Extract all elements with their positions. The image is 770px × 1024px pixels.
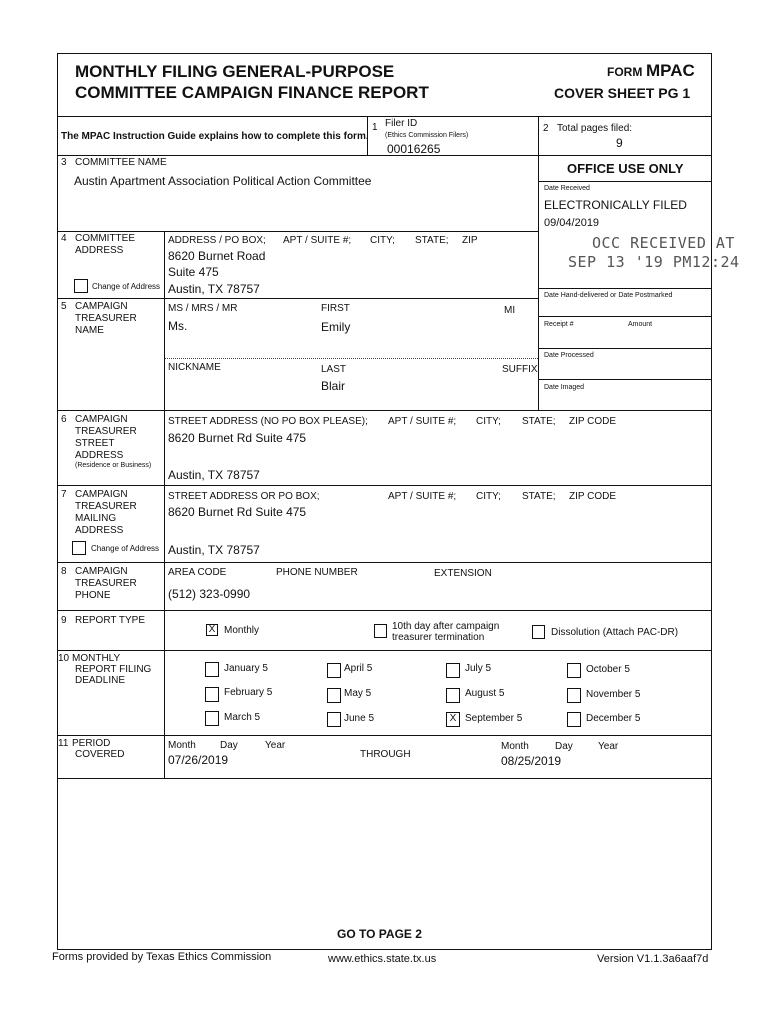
treasurer-street-note: (Residence or Business) [75,462,152,469]
col-last: LAST [321,364,347,375]
treasurer-mailing-number: 7 [61,489,67,500]
footer-version: Version V1.1.3a6aaf7d [597,953,709,965]
aug-checkbox[interactable] [446,688,460,703]
committee-address-line3: Austin, TX 78757 [168,282,260,296]
monthly-checkbox[interactable]: X [206,624,218,636]
col-address: ADDRESS / PO BOX; [168,235,266,246]
dec-checkbox[interactable] [567,712,581,727]
sep-label: September 5 [465,713,523,724]
form-title-line2: COMMITTEE CAMPAIGN FINANCE REPORT [75,83,429,102]
period-number: 11 [58,738,69,749]
dissolution-label: Dissolution (Attach PAC-DR) [551,627,679,638]
form-word: FORM [607,65,643,79]
col-mailing-street: STREET ADDRESS OR PO BOX; [168,491,320,502]
deadline-number: 10 [58,653,70,664]
treasurer-mailing-label-3: MAILING [75,513,117,524]
treasurer-last-name: Blair [321,379,346,393]
treasurer-prefix: Ms. [168,319,188,333]
treasurer-street-label-3: STREET [75,438,115,449]
committee-address-number: 4 [61,233,67,244]
committee-address-line2: Suite 475 [168,265,219,279]
treasurer-mailing-line2: Austin, TX 78757 [168,543,260,557]
deadline-label-3: DEADLINE [75,675,126,686]
dec-label: December 5 [586,713,641,724]
filed-date: 09/04/2019 [544,217,600,229]
treasurer-phone-label-2: TREASURER [75,578,137,589]
sep-checkbox[interactable]: X [446,712,460,727]
col-street-apt: APT / SUITE #; [388,416,457,427]
treasurer-street-line1: 8620 Burnet Rd Suite 475 [168,431,307,445]
col-mi: MI [504,305,516,316]
total-pages-number: 2 [543,123,549,134]
receipt-label: Receipt # [544,321,574,328]
treasurer-phone-label-1: CAMPAIGN [75,566,128,577]
treasurer-name-label-1: CAMPAIGN [75,301,128,312]
treasurer-phone-label-3: PHONE [75,590,111,601]
committee-address-label-2: ADDRESS [75,245,124,256]
col-mailing-zip: ZIP CODE [569,491,617,502]
feb-label: February 5 [224,687,273,698]
period-label-2: COVERED [75,749,125,760]
termination-checkbox[interactable] [374,624,387,638]
treasurer-street-label-4: ADDRESS [75,450,124,461]
termination-label-2: treasurer termination [392,632,485,643]
total-pages-value: 9 [616,136,623,150]
total-pages-label: Total pages filed: [557,123,633,134]
col-suffix: SUFFIX [502,364,538,375]
amount-label: Amount [628,321,653,328]
col-mailing-state: STATE; [522,491,556,502]
jun-label: June 5 [344,713,375,724]
mailing-change-of-address-label: Change of Address [91,544,160,553]
may-label: May 5 [344,688,372,699]
treasurer-street-label-2: TREASURER [75,426,137,437]
col-street: STREET ADDRESS (NO PO BOX PLEASE); [168,416,368,427]
treasurer-mailing-label-2: TREASURER [75,501,137,512]
received-stamp-line1: OCC RECEIVED AT [592,234,735,252]
filer-id-number: 1 [372,122,378,133]
col-mailing-apt: APT / SUITE #; [388,491,457,502]
apr-label: April 5 [344,663,373,674]
cover-sheet-label: COVER SHEET PG 1 [554,85,691,101]
col-apt: APT / SUITE #; [283,235,352,246]
termination-label-1: 10th day after campaign [392,621,500,632]
jan-checkbox[interactable] [205,662,219,677]
footer-provider: Forms provided by Texas Ethics Commission [52,951,272,963]
jan-label: January 5 [224,663,268,674]
period-to-month-label: Month [501,741,529,752]
treasurer-street-number: 6 [61,414,67,425]
period-to-year-label: Year [598,741,619,752]
filer-id-note: (Ethics Commission Filers) [385,132,469,139]
committee-name-label: COMMITTEE NAME [75,157,167,168]
change-of-address-checkbox[interactable] [74,279,88,293]
jun-checkbox[interactable] [327,712,341,727]
aug-label: August 5 [465,688,505,699]
deadline-label-2: REPORT FILING [75,664,152,675]
col-extension: EXTENSION [434,568,492,579]
feb-checkbox[interactable] [205,687,219,702]
hand-delivered-label: Date Hand-delivered or Date Postmarked [544,292,673,299]
period-label-1: PERIOD [72,738,111,749]
change-of-address-label: Change of Address [92,282,161,291]
report-type-label: REPORT TYPE [75,615,146,626]
period-from-year-label: Year [265,740,286,751]
treasurer-mailing-line1: 8620 Burnet Rd Suite 475 [168,505,307,519]
dissolution-checkbox[interactable] [532,625,545,639]
oct-checkbox[interactable] [567,663,581,678]
col-street-city: CITY; [476,416,501,427]
filer-id-label: Filer ID [385,118,418,129]
period-from-month-label: Month [168,740,196,751]
treasurer-name-number: 5 [61,301,67,312]
treasurer-phone-number: 8 [61,566,67,577]
nov-label: November 5 [586,689,641,700]
may-checkbox[interactable] [327,688,341,703]
filed-status: ELECTRONICALLY FILED [544,198,687,212]
period-through: THROUGH [360,749,411,760]
col-state: STATE; [415,235,449,246]
col-prefix: MS / MRS / MR [168,303,238,314]
nov-checkbox[interactable] [567,688,581,703]
committee-address-line1: 8620 Burnet Road [168,249,266,263]
go-to-page-2: GO TO PAGE 2 [337,927,422,941]
period-to-day-label: Day [555,741,573,752]
instruction-text: The MPAC Instruction Guide explains how to complete this form. [61,131,369,142]
treasurer-phone-value: (512) 323-0990 [168,587,251,601]
treasurer-street-line2: Austin, TX 78757 [168,468,260,482]
col-mailing-city: CITY; [476,491,501,502]
treasurer-name-label-2: TREASURER [75,313,137,324]
mailing-change-of-address-checkbox[interactable] [72,541,86,555]
office-use-title: OFFICE USE ONLY [567,161,684,176]
received-stamp-line2: SEP 13 '19 PM12:24 [568,253,740,271]
monthly-label: Monthly [224,625,260,636]
period-to-date: 08/25/2019 [501,754,562,768]
col-zip: ZIP [462,235,478,246]
footer-url: www.ethics.state.tx.us [328,953,437,965]
treasurer-name-label-3: NAME [75,325,104,336]
period-from-date: 07/26/2019 [168,753,229,767]
treasurer-mailing-label-1: CAMPAIGN [75,489,128,500]
date-received-label: Date Received [544,185,590,192]
committee-address-label-1: COMMITTEE [75,233,135,244]
col-area-code: AREA CODE [168,567,227,578]
jul-label: July 5 [465,663,492,674]
mar-label: March 5 [224,712,261,723]
deadline-label-1: MONTHLY [72,653,121,664]
jul-checkbox[interactable] [446,663,460,678]
treasurer-first-name: Emily [321,320,351,334]
col-street-zip: ZIP CODE [569,416,617,427]
col-city: CITY; [370,235,395,246]
treasurer-street-label-1: CAMPAIGN [75,414,128,425]
report-type-number: 9 [61,615,67,626]
committee-name-number: 3 [61,157,67,168]
col-nickname: NICKNAME [168,362,221,373]
date-processed-label: Date Processed [544,352,594,359]
oct-label: October 5 [586,664,630,675]
col-first: FIRST [321,303,350,314]
form-code: MPAC [646,61,695,80]
committee-name-value: Austin Apartment Association Political Action Committee [74,174,372,188]
mar-checkbox[interactable] [205,711,219,726]
form-title-line1: MONTHLY FILING GENERAL-PURPOSE [75,62,395,81]
apr-checkbox[interactable] [327,663,341,678]
treasurer-mailing-label-4: ADDRESS [75,525,124,536]
col-phone-number: PHONE NUMBER [276,567,358,578]
date-imaged-label: Date Imaged [544,384,585,391]
filer-id-value: 00016265 [387,142,441,156]
period-from-day-label: Day [220,740,238,751]
col-street-state: STATE; [522,416,556,427]
